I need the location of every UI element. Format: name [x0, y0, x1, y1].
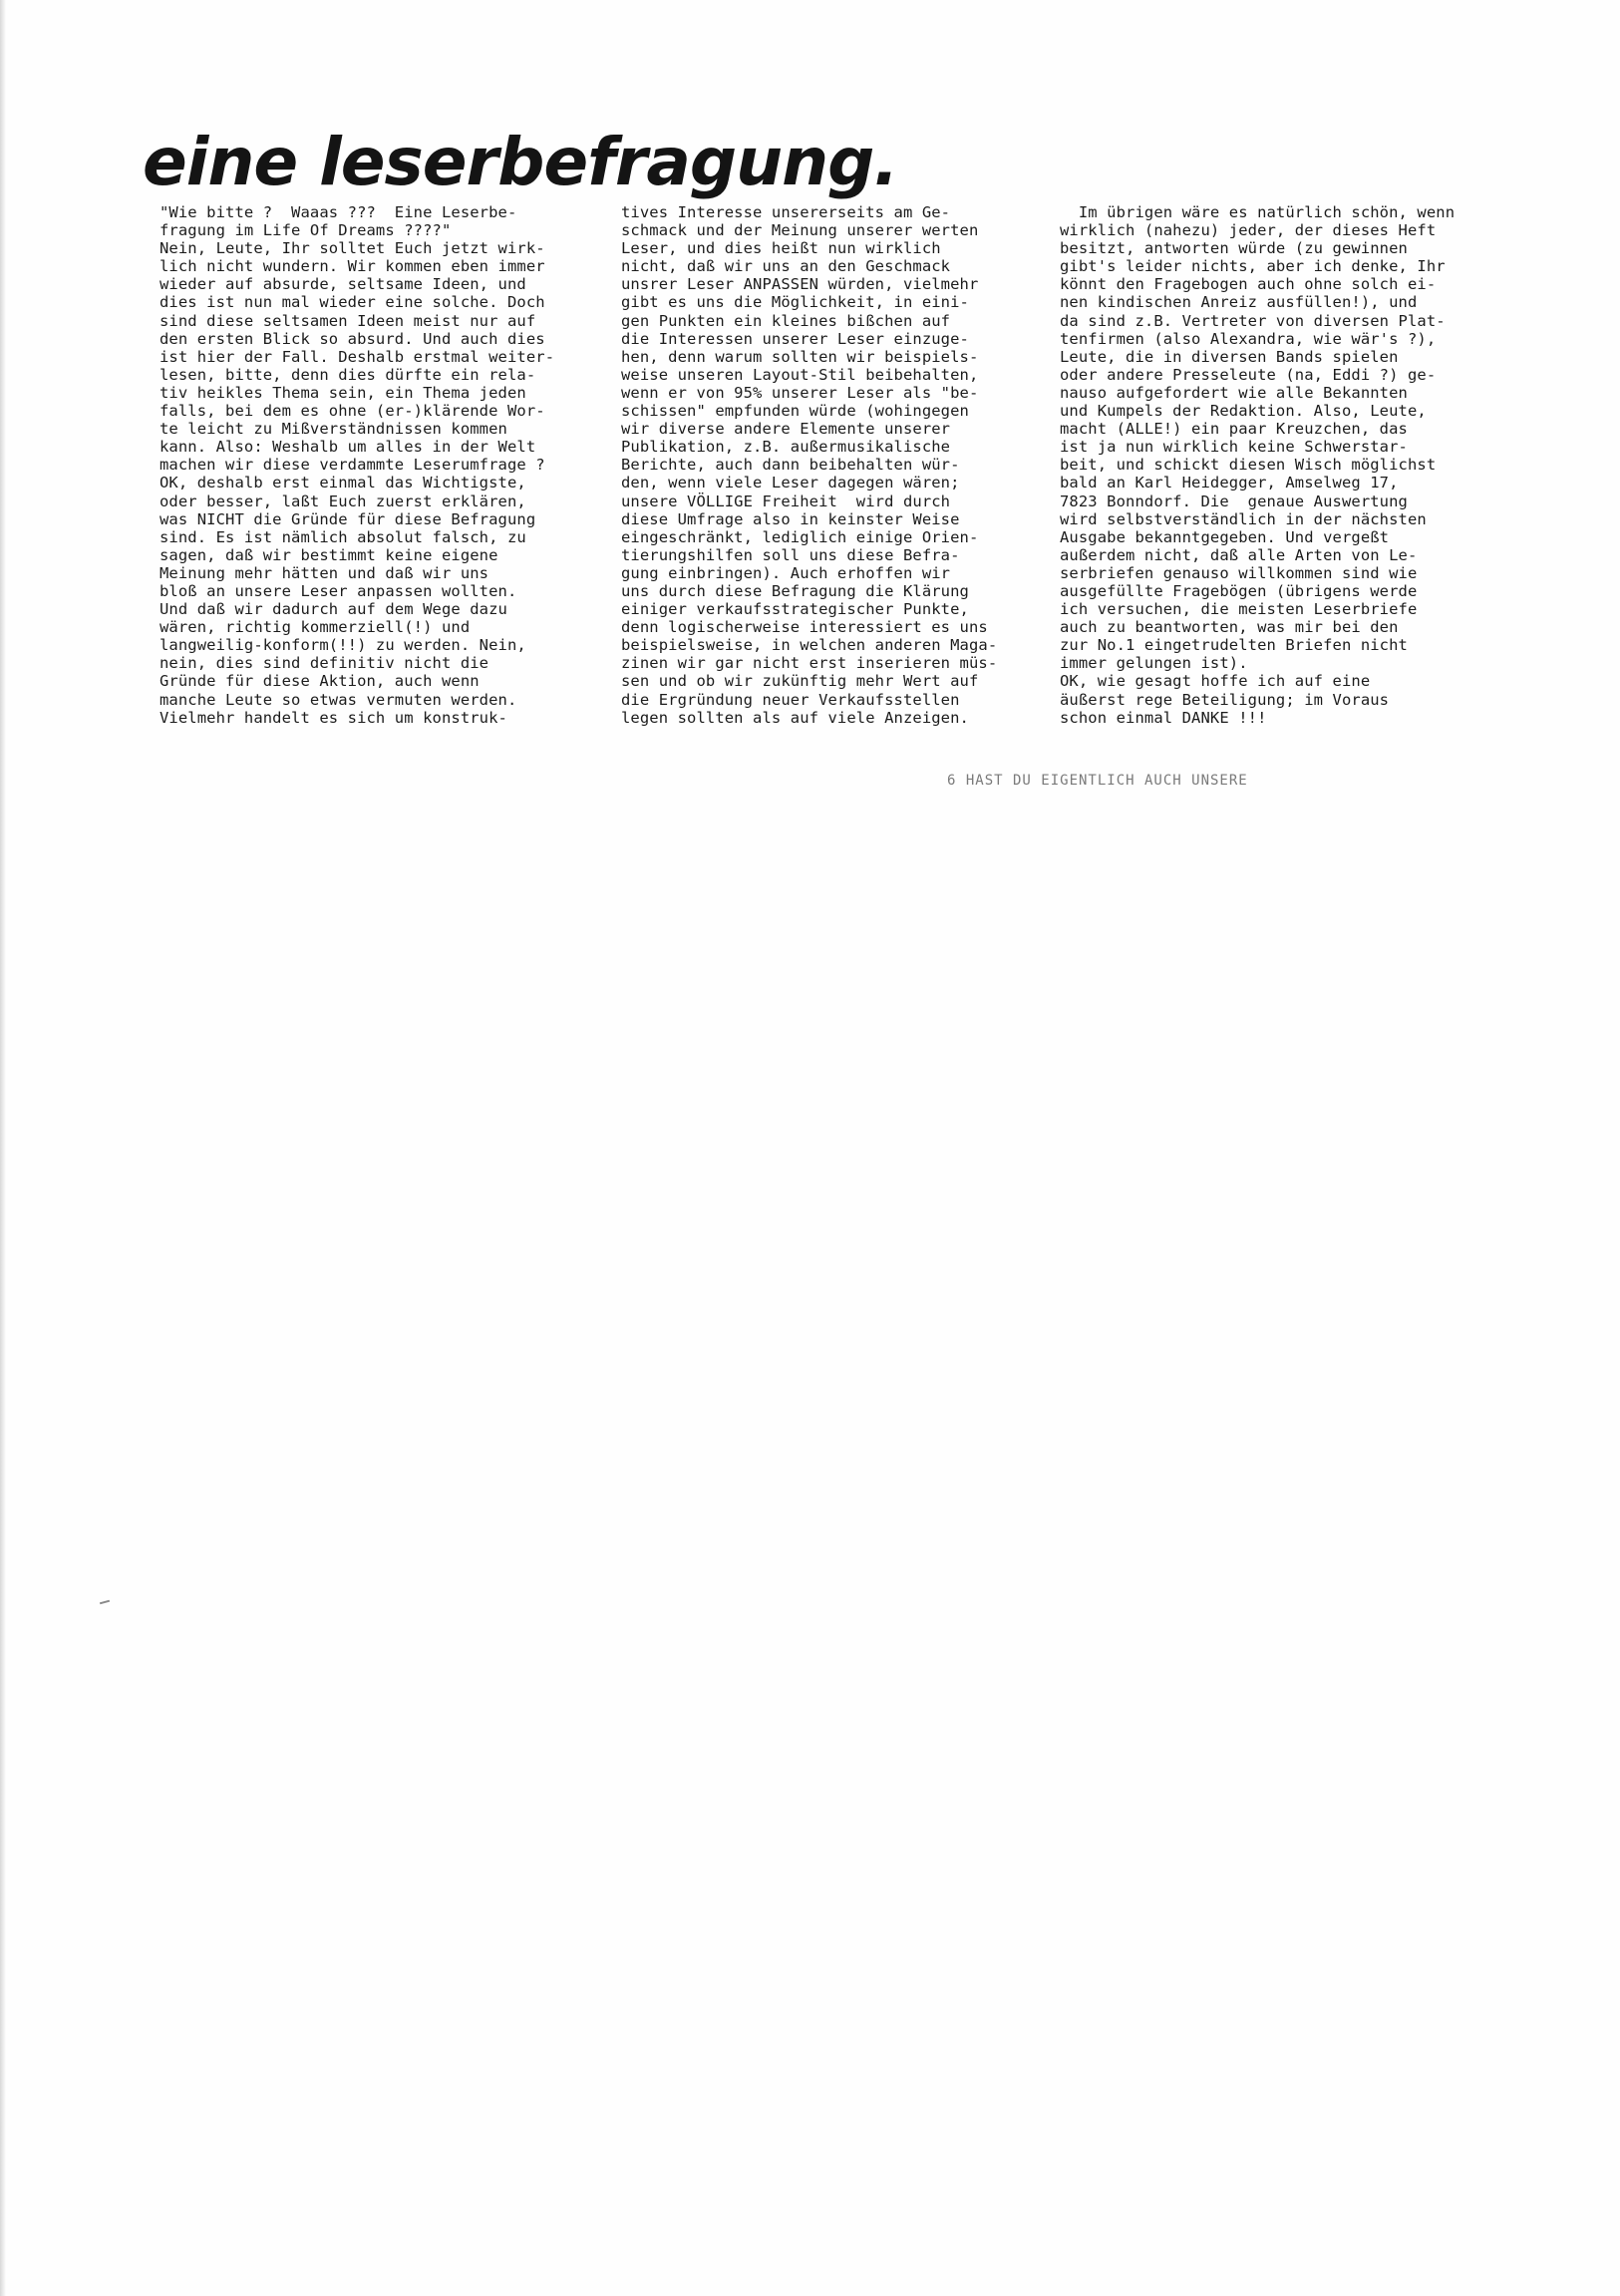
text-line: sind diese seltsamen Ideen meist nur auf: [160, 311, 536, 330]
text-line: Gründe für diese Aktion, auch wenn: [160, 672, 480, 691]
text-line: schissen" empfunden würde (wohingegen: [621, 402, 969, 421]
text-line: nauso aufgefordert wie alle Bekannten: [1060, 383, 1408, 402]
text-line: "Wie bitte ? Waaas ??? Eine Leserbe-: [160, 203, 517, 221]
text-line: die Ergründung neuer Verkaufsstellen: [621, 690, 960, 709]
text-line: ich versuchen, die meisten Leserbriefe: [1060, 600, 1418, 619]
text-line: unsrer Leser ANPASSEN würden, vielmehr: [621, 275, 979, 294]
text-line: Publikation, z.B. außermusikalische: [621, 438, 951, 457]
text-line: machen wir diese verdammte Leserumfrage ?: [160, 456, 545, 475]
text-column-1: [160, 203, 554, 727]
text-line: unsere VÖLLIGE Freiheit wird durch: [621, 492, 951, 510]
text-line: denn logischerweise interessiert es uns: [621, 618, 988, 637]
text-line: kann. Also: Weshalb um alles in der Welt: [160, 438, 536, 457]
text-line: auch zu beantworten, was mir bei den: [1060, 618, 1399, 637]
text-line: zur No.1 eingetrudelten Briefen nicht: [1060, 636, 1408, 655]
text-line: außerdem nicht, daß alle Arten von Le-: [1060, 545, 1418, 564]
text-line: diese Umfrage also in keinster Weise: [621, 509, 960, 528]
text-line: könnt den Fragebogen auch ohne solch ei-: [1060, 275, 1437, 294]
text-line: dies ist nun mal wieder eine solche. Doch: [160, 293, 545, 312]
text-line: gibt's leider nichts, aber ich denke, Ihr: [1060, 257, 1446, 276]
text-line: wir diverse andere Elemente unserer: [621, 420, 951, 439]
text-line: immer gelungen ist).: [1060, 654, 1248, 673]
text-line: ist hier der Fall. Deshalb erstmal weiter-: [160, 347, 555, 366]
text-line: te leicht zu Mißverständnissen kommen: [160, 420, 507, 439]
text-line: wirklich (nahezu) jeder, der dieses Heft: [1060, 221, 1437, 240]
text-line: Leser, und dies heißt nun wirklich: [621, 239, 941, 258]
text-line: wären, richtig kommerziell(!) und: [160, 618, 471, 637]
page-edge-shadow: [0, 0, 6, 2296]
text-line: tenfirmen (also Alexandra, wie wär's ?),: [1060, 329, 1437, 348]
text-line: serbriefen genauso willkommen sind wie: [1060, 563, 1418, 582]
text-line: tiv heikles Thema sein, ein Thema jeden: [160, 383, 526, 402]
text-line: ausgefüllte Fragebögen (übrigens werde: [1060, 581, 1418, 600]
text-line: Meinung mehr hätten und daß wir uns: [160, 563, 489, 582]
text-line: schmack und der Meinung unserer werten: [621, 221, 979, 240]
text-line: Vielmehr handelt es sich um konstruk-: [160, 708, 507, 727]
text-line: tierungshilfen soll uns diese Befra-: [621, 545, 960, 564]
text-line: da sind z.B. Vertreter von diversen Plat-: [1060, 311, 1446, 330]
text-line: nein, dies sind definitiv nicht die: [160, 654, 489, 673]
text-line: einiger verkaufsstrategischer Punkte,: [621, 600, 969, 619]
text-line: OK, deshalb erst einmal das Wichtigste,: [160, 474, 526, 492]
page-footer: 6 HAST DU EIGENTLICH AUCH UNSERE: [947, 773, 1248, 789]
text-line: eingeschränkt, lediglich einige Orien-: [621, 527, 979, 546]
text-line: manche Leute so etwas vermuten werden.: [160, 690, 517, 709]
text-line: Berichte, auch dann beibehalten wür-: [621, 456, 960, 475]
text-line: Im übrigen wäre es natürlich schön, wenn: [1060, 203, 1456, 221]
text-line: ist ja nun wirklich keine Schwerstar-: [1060, 438, 1408, 457]
text-line: gen Punkten ein kleines bißchen auf: [621, 311, 951, 330]
text-line: wird selbstverständlich in der nächsten: [1060, 509, 1427, 528]
text-line: OK, wie gesagt hoffe ich auf eine: [1060, 672, 1371, 691]
text-line: Leute, die in diversen Bands spielen: [1060, 347, 1399, 366]
text-line: was NICHT die Gründe für diese Befragung: [160, 509, 536, 528]
text-line: sagen, daß wir bestimmt keine eigene: [160, 545, 498, 564]
paper-speck: [100, 1600, 110, 1605]
text-line: wenn er von 95% unserer Leser als "be-: [621, 383, 979, 402]
text-line: und Kumpels der Redaktion. Also, Leute,: [1060, 402, 1427, 421]
text-line: weise unseren Layout-Stil beibehalten,: [621, 365, 979, 384]
text-line: gibt es uns die Möglichkeit, in eini-: [621, 293, 969, 312]
text-line: bloß an unsere Leser anpassen wollten.: [160, 581, 517, 600]
text-line: falls, bei dem es ohne (er-)klärende Wor-: [160, 402, 545, 421]
text-line: uns durch diese Befragung die Klärung: [621, 581, 969, 600]
text-line: gung einbringen). Auch erhoffen wir: [621, 563, 951, 582]
text-line: 7823 Bonndorf. Die genaue Auswertung: [1060, 492, 1408, 510]
text-column-2: [621, 203, 997, 727]
text-line: den ersten Blick so absurd. Und auch dies: [160, 329, 545, 348]
text-line: lich nicht wundern. Wir kommen eben immer: [160, 257, 545, 276]
text-line: macht (ALLE!) ein paar Kreuzchen, das: [1060, 420, 1408, 439]
text-line: schon einmal DANKE !!!: [1060, 708, 1267, 727]
text-line: beispielsweise, in welchen anderen Maga-: [621, 636, 998, 655]
page-headline: eine leserbefragung.: [143, 124, 898, 200]
text-line: sen und ob wir zukünftig mehr Wert auf: [621, 672, 979, 691]
text-line: den, wenn viele Leser dagegen wären;: [621, 474, 960, 492]
text-line: tives Interesse unsererseits am Ge-: [621, 203, 951, 221]
text-line: bald an Karl Heidegger, Amselweg 17,: [1060, 474, 1399, 492]
text-line: äußerst rege Beteiligung; im Voraus: [1060, 690, 1390, 709]
text-line: hen, denn warum sollten wir beispiels-: [621, 347, 979, 366]
text-line: nicht, daß wir uns an den Geschmack: [621, 257, 951, 276]
text-line: Nein, Leute, Ihr solltet Euch jetzt wirk-: [160, 239, 545, 258]
text-line: langweilig-konform(!!) zu werden. Nein,: [160, 636, 526, 655]
text-line: wieder auf absurde, seltsame Ideen, und: [160, 275, 526, 294]
text-line: oder andere Presseleute (na, Eddi ?) ge-: [1060, 365, 1437, 384]
text-line: Und daß wir dadurch auf dem Wege dazu: [160, 600, 507, 619]
text-line: legen sollten als auf viele Anzeigen.: [621, 708, 969, 727]
text-line: sind. Es ist nämlich absolut falsch, zu: [160, 527, 526, 546]
text-line: beit, und schickt diesen Wisch möglichst: [1060, 456, 1437, 475]
text-line: nen kindischen Anreiz ausfüllen!), und: [1060, 293, 1418, 312]
text-column-3: [1060, 203, 1455, 727]
text-line: besitzt, antworten würde (zu gewinnen: [1060, 239, 1408, 258]
text-line: Ausgabe bekanntgegeben. Und vergeßt: [1060, 527, 1390, 546]
text-line: fragung im Life Of Dreams ????": [160, 221, 452, 240]
text-line: die Interessen unserer Leser einzuge-: [621, 329, 969, 348]
text-line: zinen wir gar nicht erst inserieren müs-: [621, 654, 998, 673]
text-line: lesen, bitte, denn dies dürfte ein rela-: [160, 365, 536, 384]
text-line: oder besser, laßt Euch zuerst erklären,: [160, 492, 526, 510]
